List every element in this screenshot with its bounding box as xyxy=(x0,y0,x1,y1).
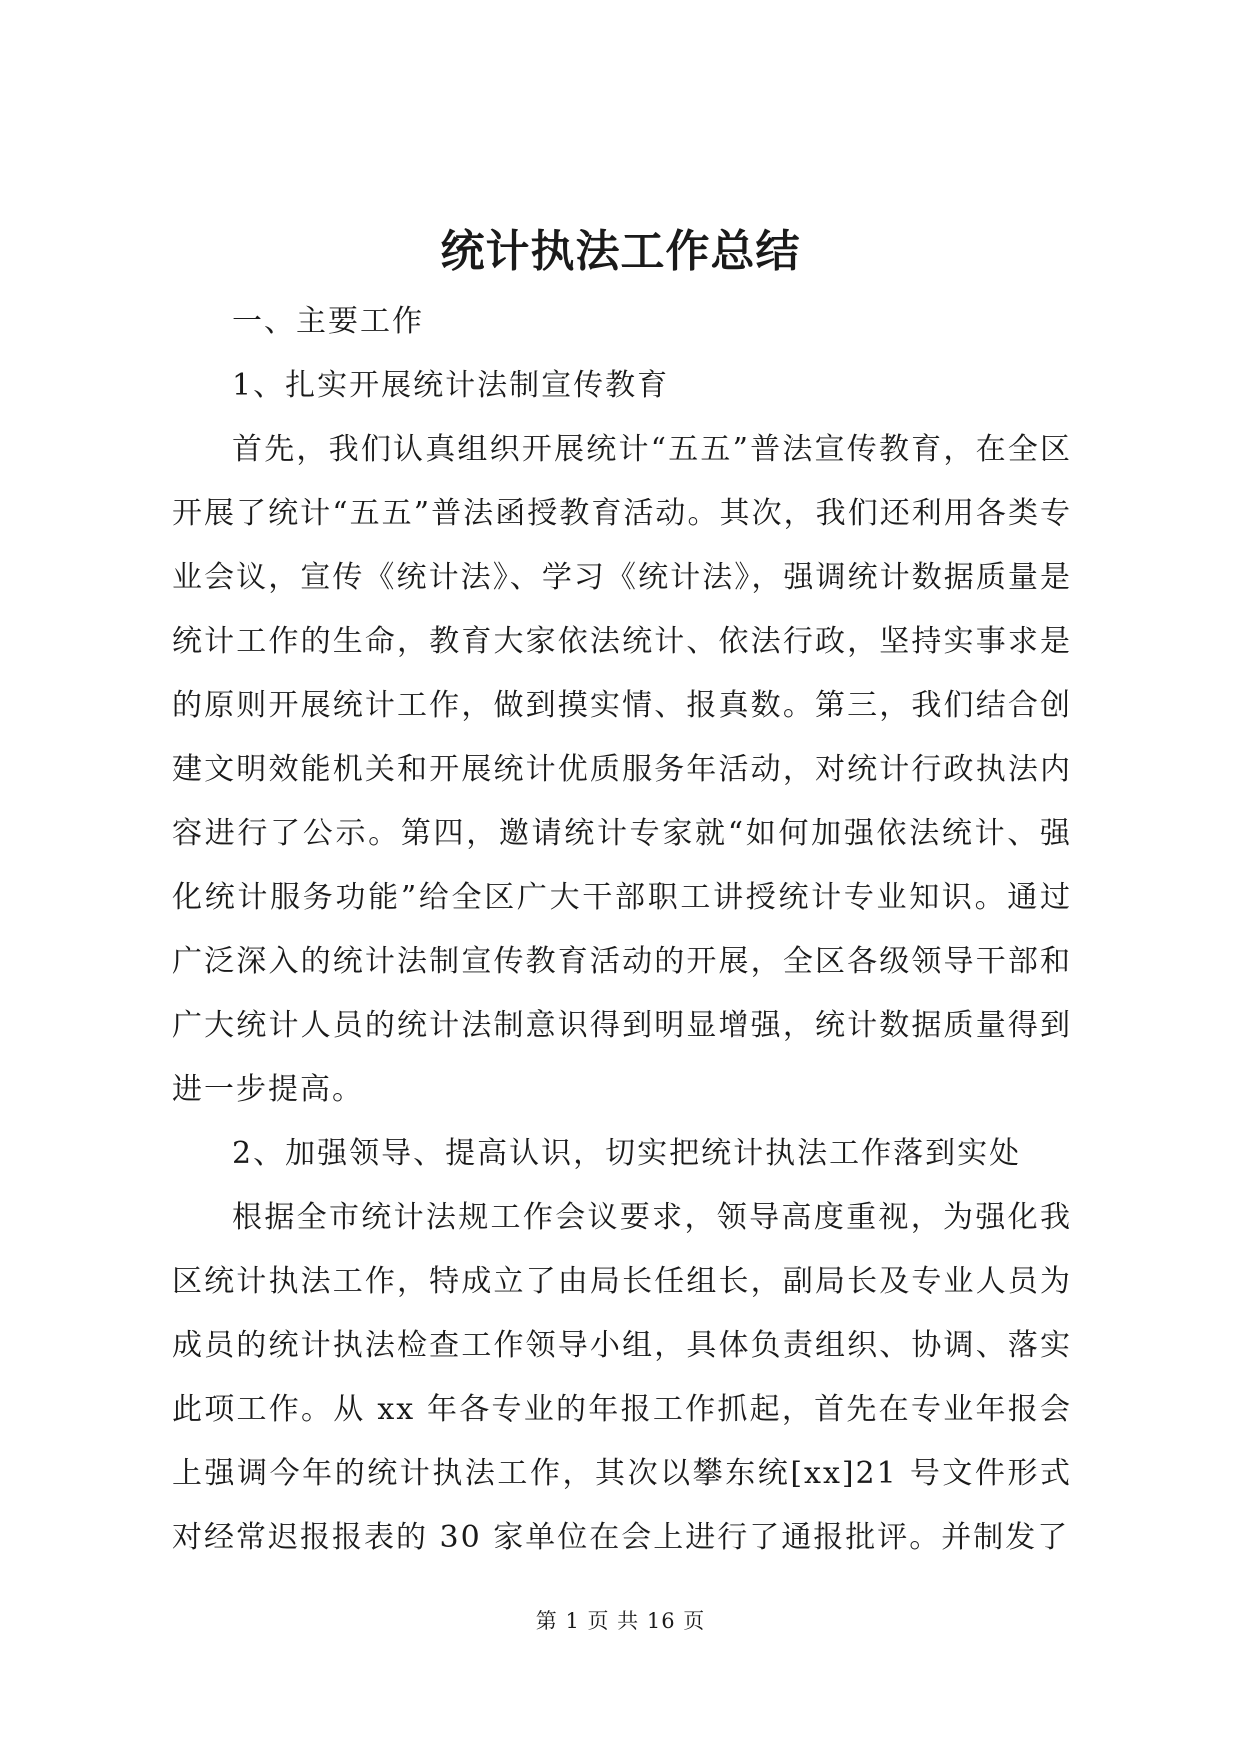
section-heading: 一、主要工作 xyxy=(232,304,424,339)
body-paragraph: 根据全市统计法规工作会议要求，领导高度重视，为强化我区统计执法工作，特成立了由局长任组长，副局长及专业人员为成员的统计执法检查工作领导小组，具体负责组织、协调、落实此项工作。从 xx 年各专业的年报工作抓起，首先在专业年报会上强调今年的统计执法工作，其次以攀东统[xx]21 号文件形式对经常迟报报表的 30 家单位在会上进行了通报批评。并制发了 xyxy=(172,1200,1072,1555)
document-body xyxy=(172,290,1072,1570)
document-title: 统计执法工作总结 xyxy=(440,226,801,277)
body-paragraph: 首先，我们认真组织开展统计“五五”普法宣传教育，在全区开展了统计“五五”普法函授教育活动。其次，我们还利用各类专业会议，宣传《统计法》、学习《统计法》，强调统计数据质量是统计工作的生命，教育大家依法统计、依法行政，坚持实事求是的原则开展统计工作，做到摸实情、报真数。第三，我们结合创建文明效能机关和开展统计优质服务年活动，对统计行政执法内容进行了公示。第四，邀请统计专家就“如何加强依法统计、强化统计服务功能”给全区广大干部职工讲授统计专业知识。通过广泛深入的统计法制宣传教育活动的开展，全区各级领导干部和广大统计人员的统计法制意识得到明显增强，统计数据质量得到进一步提高。 xyxy=(172,432,1072,1107)
page-footer: 第 1 页 共 16 页 xyxy=(535,1609,706,1633)
subsection-heading: 2、加强领导、提高认识，切实把统计执法工作落到实处 xyxy=(232,1136,1022,1171)
subsection-heading: 1、扎实开展统计法制宣传教育 xyxy=(232,368,670,403)
